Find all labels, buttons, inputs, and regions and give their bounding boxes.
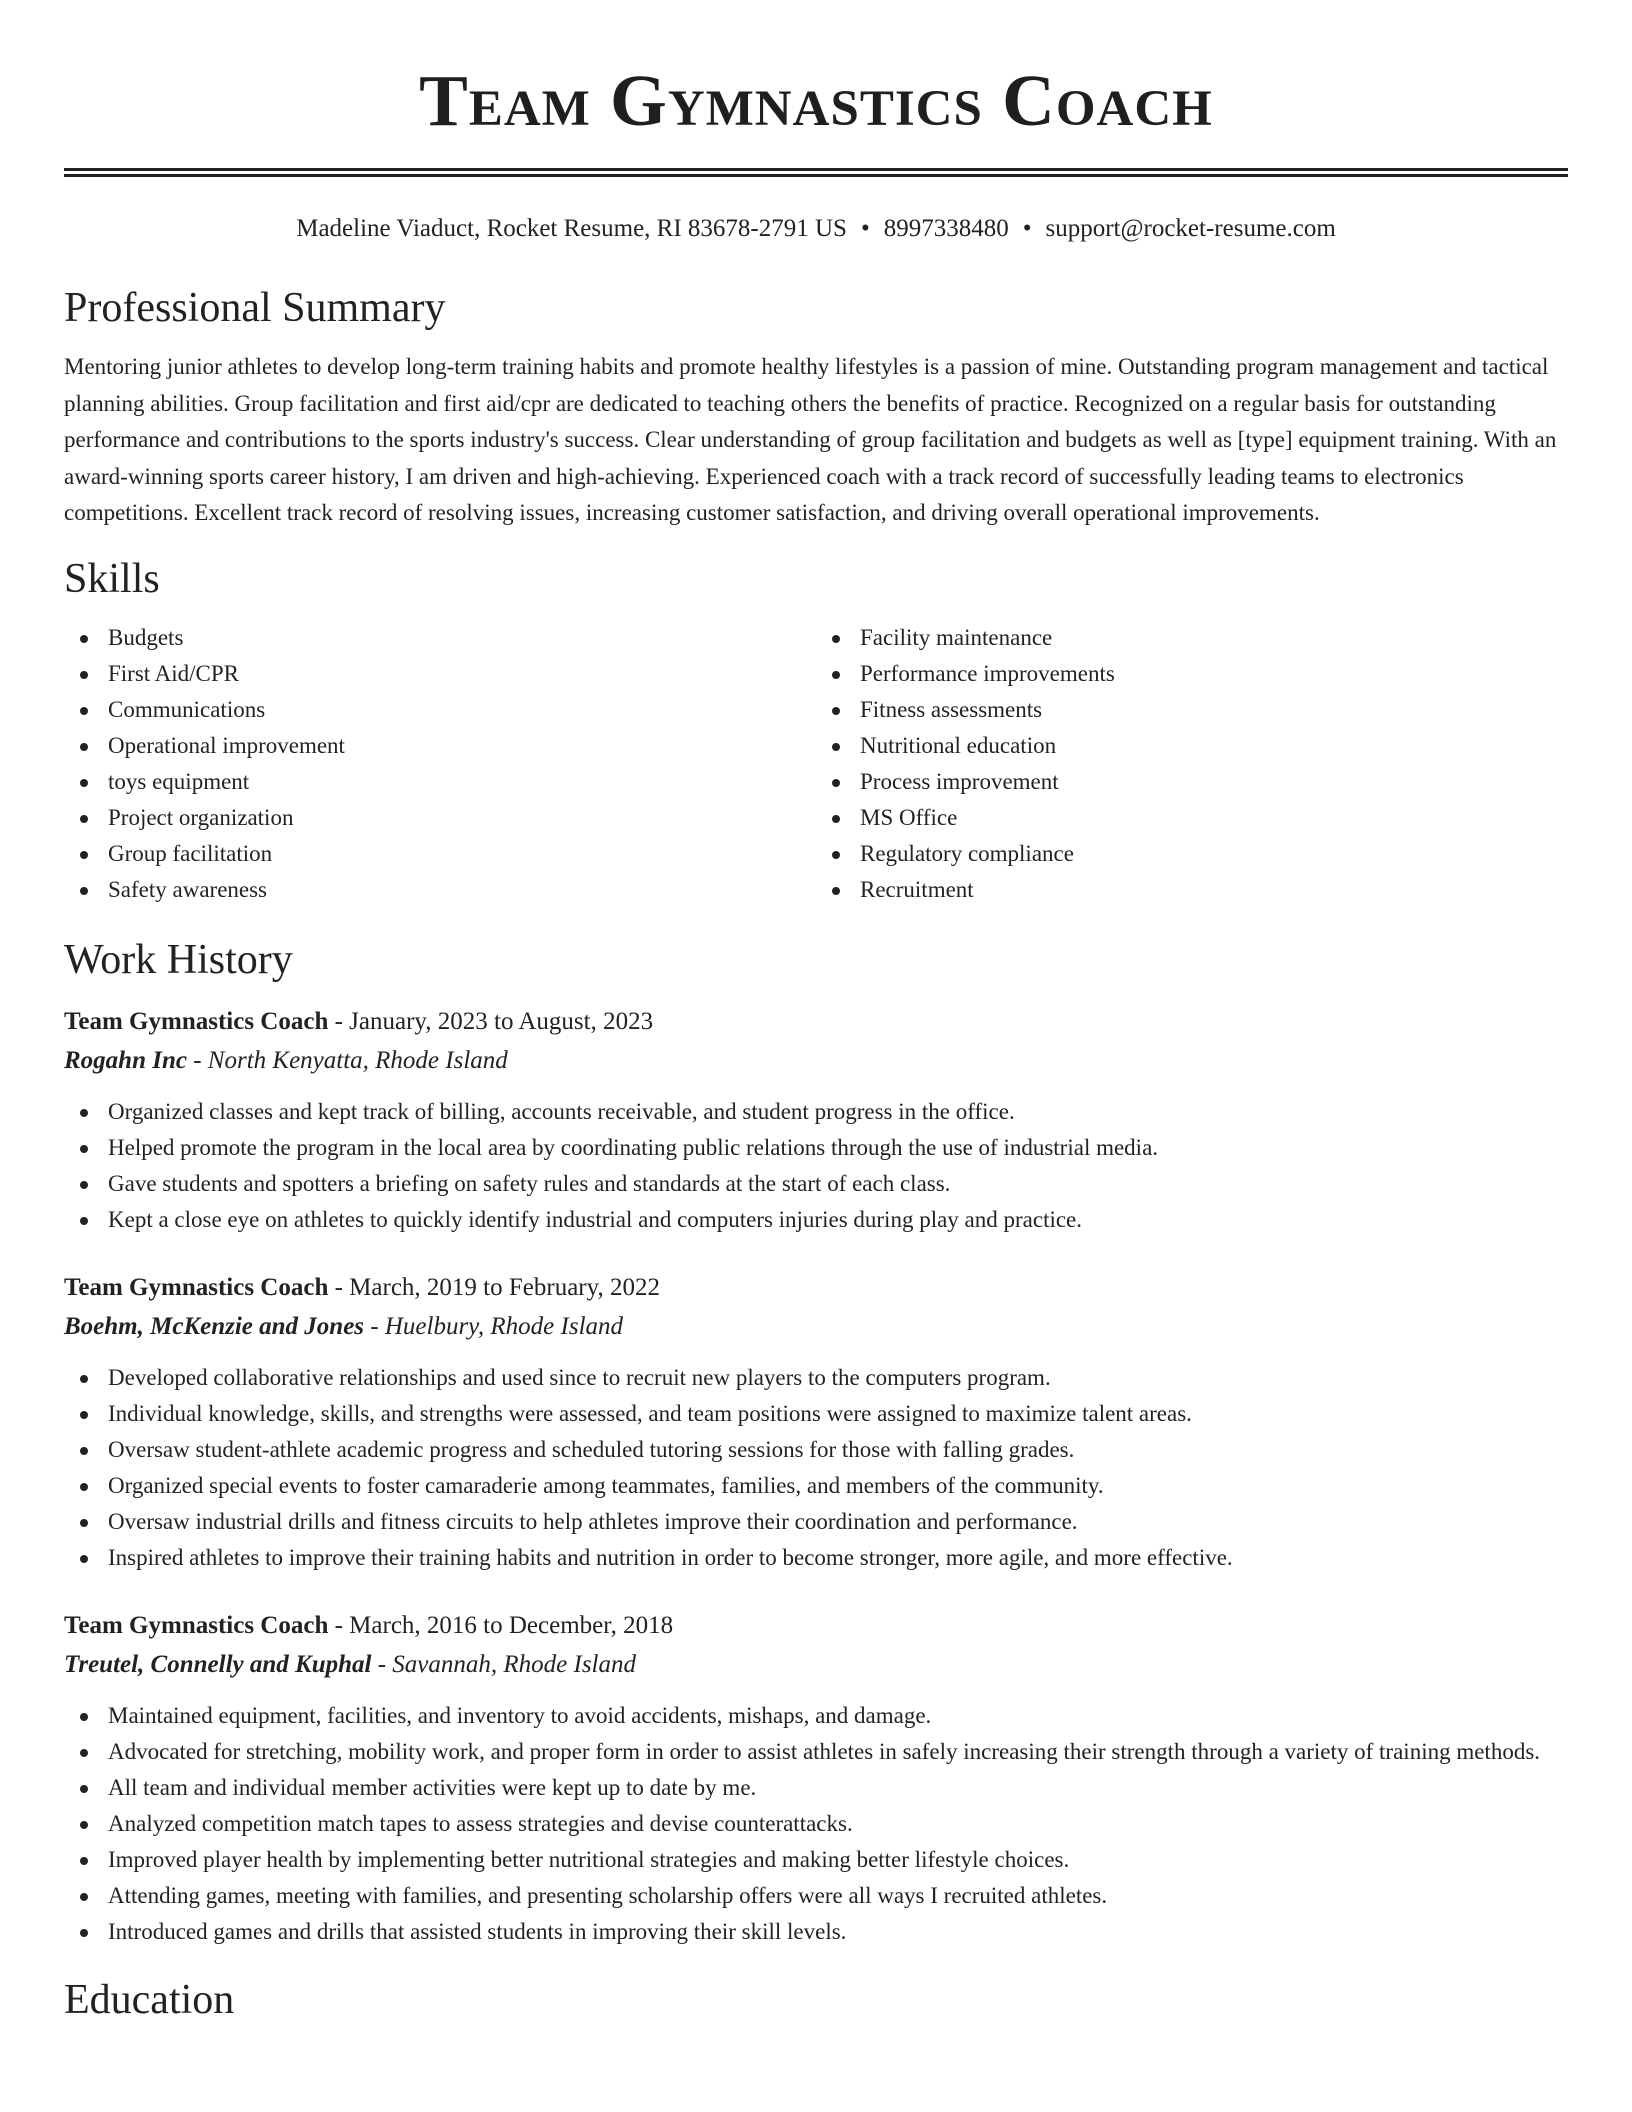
- skill-item: Operational improvement: [64, 728, 816, 764]
- title-divider: [64, 168, 1568, 177]
- job-location: - North Kenyatta, Rhode Island: [186, 1046, 508, 1074]
- skill-item: Recruitment: [816, 872, 1568, 908]
- job-title: Team Gymnastics Coach: [64, 1273, 329, 1301]
- job-bullets: [64, 1094, 1568, 1238]
- skill-item: Safety awareness: [64, 872, 816, 908]
- skills-column-left: [64, 620, 816, 908]
- job-title-line: [64, 1002, 1568, 1041]
- job-dates: - January, 2023 to August, 2023: [328, 1007, 654, 1035]
- job-entry: [64, 1002, 1568, 1238]
- job-company-line: [64, 1645, 1568, 1684]
- skill-item: Fitness assessments: [816, 692, 1568, 728]
- job-bullet: Organized special events to foster camaraderie among teammates, families, and members of the community.: [64, 1468, 1568, 1504]
- skill-item: toys equipment: [64, 764, 816, 800]
- job-title-line: [64, 1268, 1568, 1307]
- job-bullet: Gave students and spotters a briefing on safety rules and standards at the start of each class.: [64, 1166, 1568, 1202]
- job-title: Team Gymnastics Coach: [64, 1611, 329, 1639]
- job-bullet: Inspired athletes to improve their training habits and nutrition in order to become stronger, more agile, and more effective.: [64, 1540, 1568, 1576]
- job-title: Team Gymnastics Coach: [64, 1007, 329, 1035]
- skill-item: Group facilitation: [64, 836, 816, 872]
- job-company-line: [64, 1041, 1568, 1080]
- contact-address: Madeline Viaduct, Rocket Resume, RI 83678-2791 US: [296, 215, 847, 242]
- skills-column-right: [816, 620, 1568, 908]
- contact-phone: 8997338480: [883, 215, 1009, 242]
- job-bullet: Attending games, meeting with families, and presenting scholarship offers were all ways I recruited athletes.: [64, 1878, 1568, 1914]
- job-bullet: Organized classes and kept track of billing, accounts receivable, and student progress in the office.: [64, 1094, 1568, 1130]
- contact-separator: •: [1022, 215, 1032, 242]
- job-bullets: [64, 1360, 1568, 1576]
- job-bullet: Advocated for stretching, mobility work, and proper form in order to assist athletes in safely increasing their strength through a variety of training methods.: [64, 1734, 1568, 1770]
- job-bullet: Introduced games and drills that assisted students in improving their skill levels.: [64, 1914, 1568, 1950]
- job-bullet: Helped promote the program in the local area by coordinating public relations through the use of industrial media.: [64, 1130, 1568, 1166]
- skill-item: Process improvement: [816, 764, 1568, 800]
- job-bullet: All team and individual member activities were kept up to date by me.: [64, 1770, 1568, 1806]
- resume-title: Team Gymnastics Coach: [419, 60, 1213, 141]
- job-location: - Huelbury, Rhode Island: [364, 1312, 624, 1340]
- skill-item: Communications: [64, 692, 816, 728]
- job-company: Rogahn Inc: [64, 1046, 187, 1074]
- job-bullet: Oversaw student-athlete academic progress and scheduled tutoring sessions for those with falling grades.: [64, 1432, 1568, 1468]
- work-history-list: [64, 1002, 1568, 1950]
- skills-list: [64, 620, 1568, 908]
- skill-item: Budgets: [64, 620, 816, 656]
- job-bullet: Individual knowledge, skills, and strengths were assessed, and team positions were assigned to maximize talent areas.: [64, 1396, 1568, 1432]
- contact-line: [64, 212, 1568, 246]
- skill-item: MS Office: [816, 800, 1568, 836]
- summary-text: Mentoring junior athletes to develop long-term training habits and promote healthy lifestyles is a passion of mine. Outstanding program management and tactical planning abilities. Group facilitation and first aid/cpr are dedicated to teaching others the benefits of practice. Recognized on a regular basis for outstanding performance and contributions to the sports industry's success. Clear understanding of group facilitation and budgets as well as [type] equipment training. With an award-winning sports career history, I am driven and high-achieving. Experienced coach with a track record of successfully leading teams to electronics competitions. Excellent track record of resolving issues, increasing customer satisfaction, and driving overall operational improvements.: [64, 354, 1557, 526]
- skill-item: Regulatory compliance: [816, 836, 1568, 872]
- job-bullet: Analyzed competition match tapes to assess strategies and devise counterattacks.: [64, 1806, 1568, 1842]
- job-bullet: Oversaw industrial drills and fitness circuits to help athletes improve their coordination and performance.: [64, 1504, 1568, 1540]
- job-bullets: [64, 1698, 1568, 1950]
- job-company: Boehm, McKenzie and Jones: [64, 1312, 365, 1340]
- job-bullet: Kept a close eye on athletes to quickly identify industrial and computers injuries during play and practice.: [64, 1202, 1568, 1238]
- job-company-line: [64, 1307, 1568, 1346]
- skills-heading: Skills: [64, 555, 160, 602]
- education-heading: Education: [64, 1976, 235, 2023]
- job-bullet: Improved player health by implementing better nutritional strategies and making better lifestyle choices.: [64, 1842, 1568, 1878]
- job-entry: [64, 1268, 1568, 1576]
- contact-email[interactable]: support@rocket-resume.com: [1045, 215, 1336, 242]
- contact-separator: •: [860, 215, 870, 242]
- work-history-heading: Work History: [64, 936, 293, 983]
- job-dates: - March, 2016 to December, 2018: [328, 1611, 674, 1639]
- job-company: Treutel, Connelly and Kuphal: [64, 1650, 372, 1678]
- summary-heading: Professional Summary: [64, 285, 446, 331]
- skill-item: Facility maintenance: [816, 620, 1568, 656]
- skill-item: Project organization: [64, 800, 816, 836]
- job-bullet: Maintained equipment, facilities, and inventory to avoid accidents, mishaps, and damage.: [64, 1698, 1568, 1734]
- job-title-line: [64, 1606, 1568, 1645]
- skill-item: Performance improvements: [816, 656, 1568, 692]
- job-bullet: Developed collaborative relationships and used since to recruit new players to the computers program.: [64, 1360, 1568, 1396]
- job-entry: [64, 1606, 1568, 1950]
- skill-item: Nutritional education: [816, 728, 1568, 764]
- job-dates: - March, 2019 to February, 2022: [328, 1273, 660, 1301]
- job-location: - Savannah, Rhode Island: [371, 1650, 637, 1678]
- skill-item: First Aid/CPR: [64, 656, 816, 692]
